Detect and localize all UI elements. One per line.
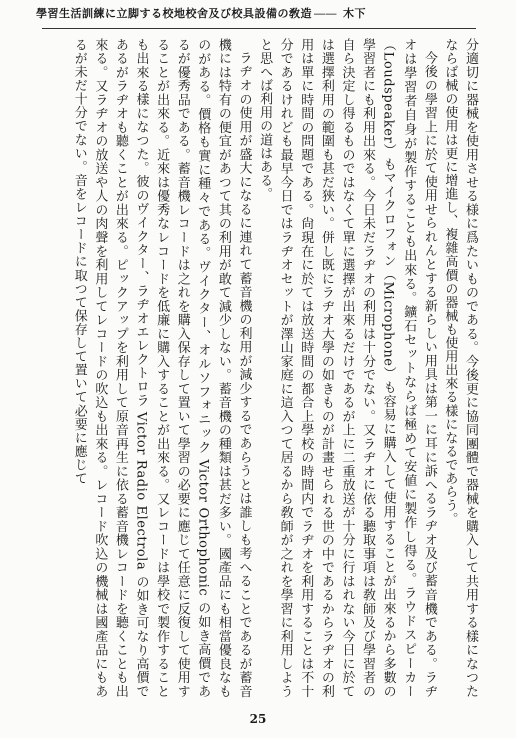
paragraph: ラヂオの使用が盛大になるに連れて蓄音機の利用が減少するであらうとは誰しも考へることであるが蓄音機には特有の便宜があつて其の利用が敢て減少しない。蓄音機の種類は甚だ多い。國產品にも相當優良なものがある。價格も實に種々である。ヴイクター、オルソフォニック Victor Orthophonic の如き高價であるが優秀品である。蓄音機レコードは之れを購入保存して置いて學習の必要に應じて任意に反復して使用することが出來る。近來は優秀なレコードを低廉に購入することが出來る。又レコードは學校で製作することも出來る樣になつた。彼のヴイクター、ラヂオエレクトロラ Victor Radio Electrola の如き可なり高價であるがラヂオも聽くことが出來る。ピックアップを利用して原音再生に依る蓄音機レコードを聽くことも出來る。又ラヂオの放送や人の肉聲を利用してレコードの吹込も出來る。レコード吹込の機械は國產品にもあるが未だ十分でない。音をレコードに取つて保存して置いて必要に應じて bbox=[71, 38, 252, 698]
body-text bbox=[24, 38, 480, 698]
header-title: 學習生活訓練に立脚する校地校舍及び校具設備の敎造 bbox=[36, 7, 312, 20]
header-author: 木下 bbox=[343, 7, 366, 20]
header-dash: ―― bbox=[314, 7, 337, 20]
running-header bbox=[36, 8, 476, 30]
paragraph: 今後の學習上に於て使用せられんとする新らしい用具は第一に耳に訴へるラヂオ及び蓄音機である。ラヂオは學習者自身が製作することも出來る。鑛石セットならば極めて安値に製作し得る。ラウドスピーカー（Loudspeaker）もマイクロフォン（Microphone）も容易に購入して使用することが出來るから多數の學習者にも利用出來る。今日未だラヂオの利用は十分でない。又ラヂオに依る聽取事項は敎師及び學習者の自ら決定し得るものではなくて單に選擇が出來るだけであるが上に二重放送が十分に行はれない今日に於ては選擇利用の範圍も甚だ狹い。併し既にラヂオ大學の如きものが計畫せられる世の中であるからラヂオの利用は單に時間の問題である。尙現在に於ては放送時間の都合上學校の時間内でラヂオを利用することは不十分であるけれども最早今日ではラヂオセットが澤山家庭に這入つて居るから敎師が之れを學習に利用しようと思へば利用の道はある。 bbox=[257, 38, 437, 698]
page-number: 25 bbox=[249, 712, 267, 726]
header-rule bbox=[42, 28, 476, 29]
paragraph: 分適切に器械を使用させる様に爲たいものである。今後更に協同團體で器械を購入して共用する樣になつたならば械の使用は更に增進し、複雜高價の器械も使用出來る樣になるであらう。 bbox=[442, 38, 478, 698]
